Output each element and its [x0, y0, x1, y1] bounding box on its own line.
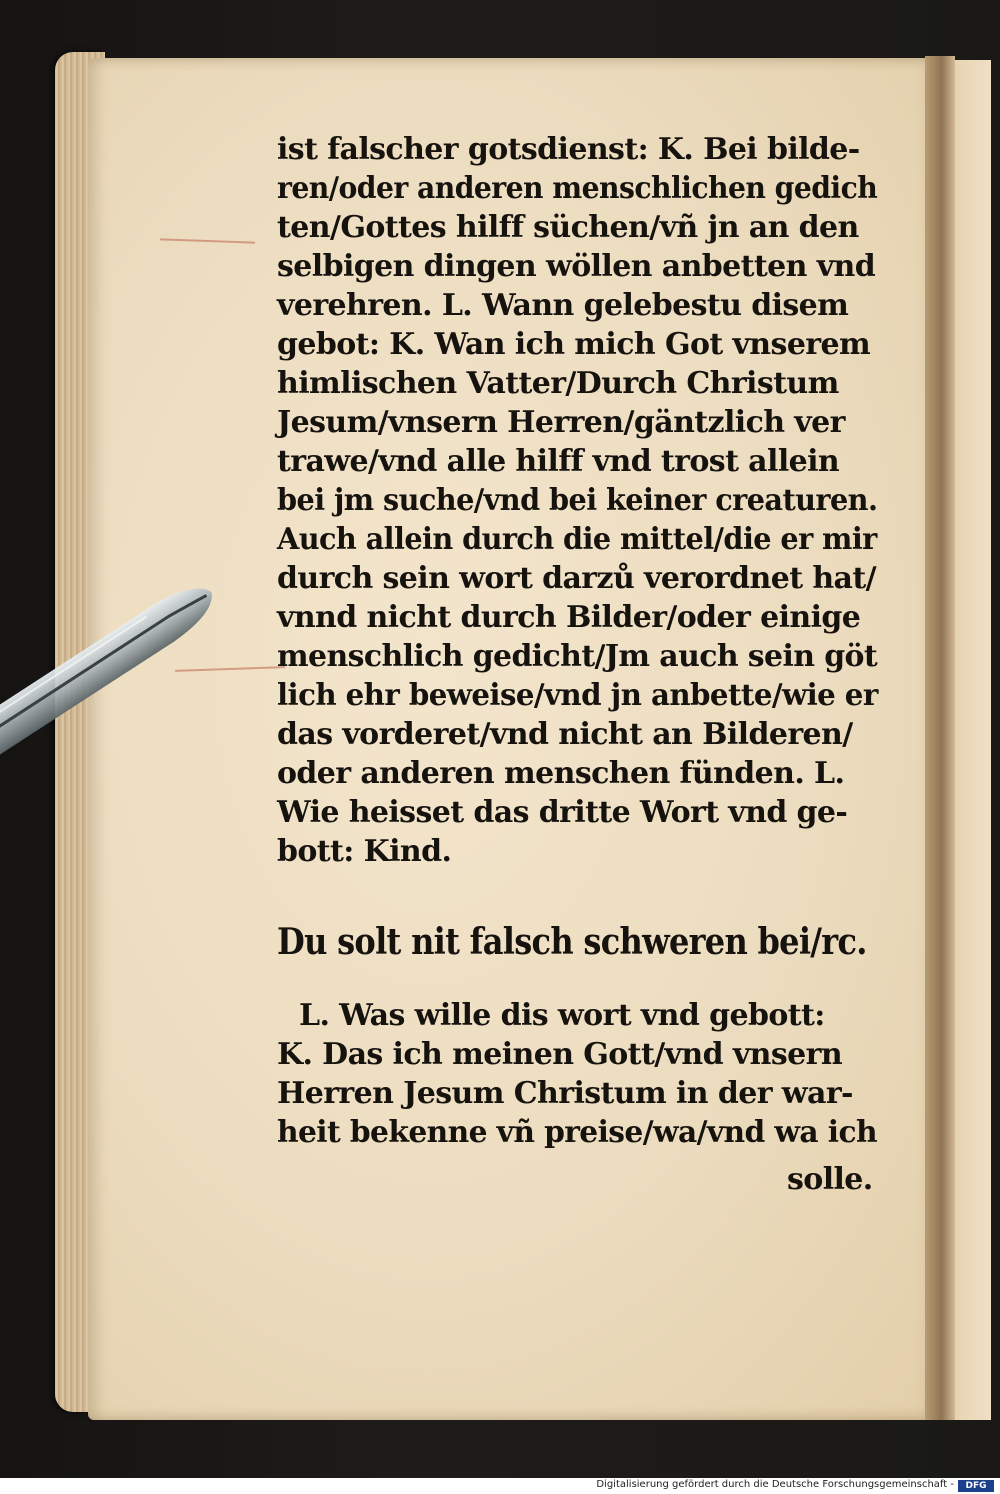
- text-line: bei jm suche/vnd bei keiner creaturen.: [277, 483, 878, 518]
- text-line: das vorderet/vnd nicht an Bilderen/: [277, 717, 853, 752]
- text-line: verehren. L. Wann gelebestu disem: [277, 288, 849, 323]
- text-line: menschlich gedicht/Jm auch sein göt: [277, 639, 878, 674]
- text-line: gebot: K. Wan ich mich Got vnserem: [277, 327, 871, 362]
- text-line: Herren Jesum Christum in der war-: [277, 1076, 853, 1111]
- book-gutter: [925, 56, 955, 1420]
- text-line: heit bekenne vñ preise/wa/vnd wa ich: [277, 1115, 877, 1150]
- text-line: ten/Gottes hilff süchen/vñ jn an den: [277, 210, 859, 245]
- text-line: bott: Kind.: [277, 834, 452, 869]
- text-line: himlischen Vatter/Durch Christum: [277, 366, 839, 401]
- text-line: L. Was wille dis wort vnd gebott:: [299, 998, 825, 1033]
- text-line: vnnd nicht durch Bilder/oder einige: [277, 600, 861, 635]
- text-line: Auch allein durch die mittel/die er mir: [277, 522, 877, 557]
- text-line: ist falscher gotsdienst: K. Bei bilde-: [277, 132, 860, 167]
- facing-page-edge: [955, 60, 991, 1420]
- catchword: solle.: [787, 1162, 873, 1197]
- text-line: selbigen dingen wöllen anbetten vnd: [277, 249, 876, 284]
- text-line: K. Das ich meinen Gott/vnd vnsern: [277, 1037, 843, 1072]
- text-line: lich ehr beweise/vnd jn anbette/wie er: [277, 678, 878, 713]
- text-line: ren/oder anderen menschlichen gedich: [277, 171, 878, 206]
- footer-credit: Digitalisierung gefördert durch die Deutsche Forschungsgemeinschaft -: [596, 1479, 954, 1490]
- text-line: trawe/vnd alle hilff vnd trost allein: [277, 444, 840, 479]
- dfg-logo: DFG: [958, 1480, 994, 1492]
- digitization-footer: [0, 1478, 1000, 1494]
- text-line: Wie heisset das dritte Wort vnd ge-: [277, 795, 848, 830]
- section-heading: Du solt nit falsch schweren bei/rc.: [277, 921, 867, 963]
- text-line: durch sein wort darzů verordnet hat/: [277, 561, 876, 596]
- text-line: oder anderen menschen fünden. L.: [277, 756, 845, 791]
- text-line: Jesum/vnsern Herren/gäntzlich ver: [277, 405, 845, 440]
